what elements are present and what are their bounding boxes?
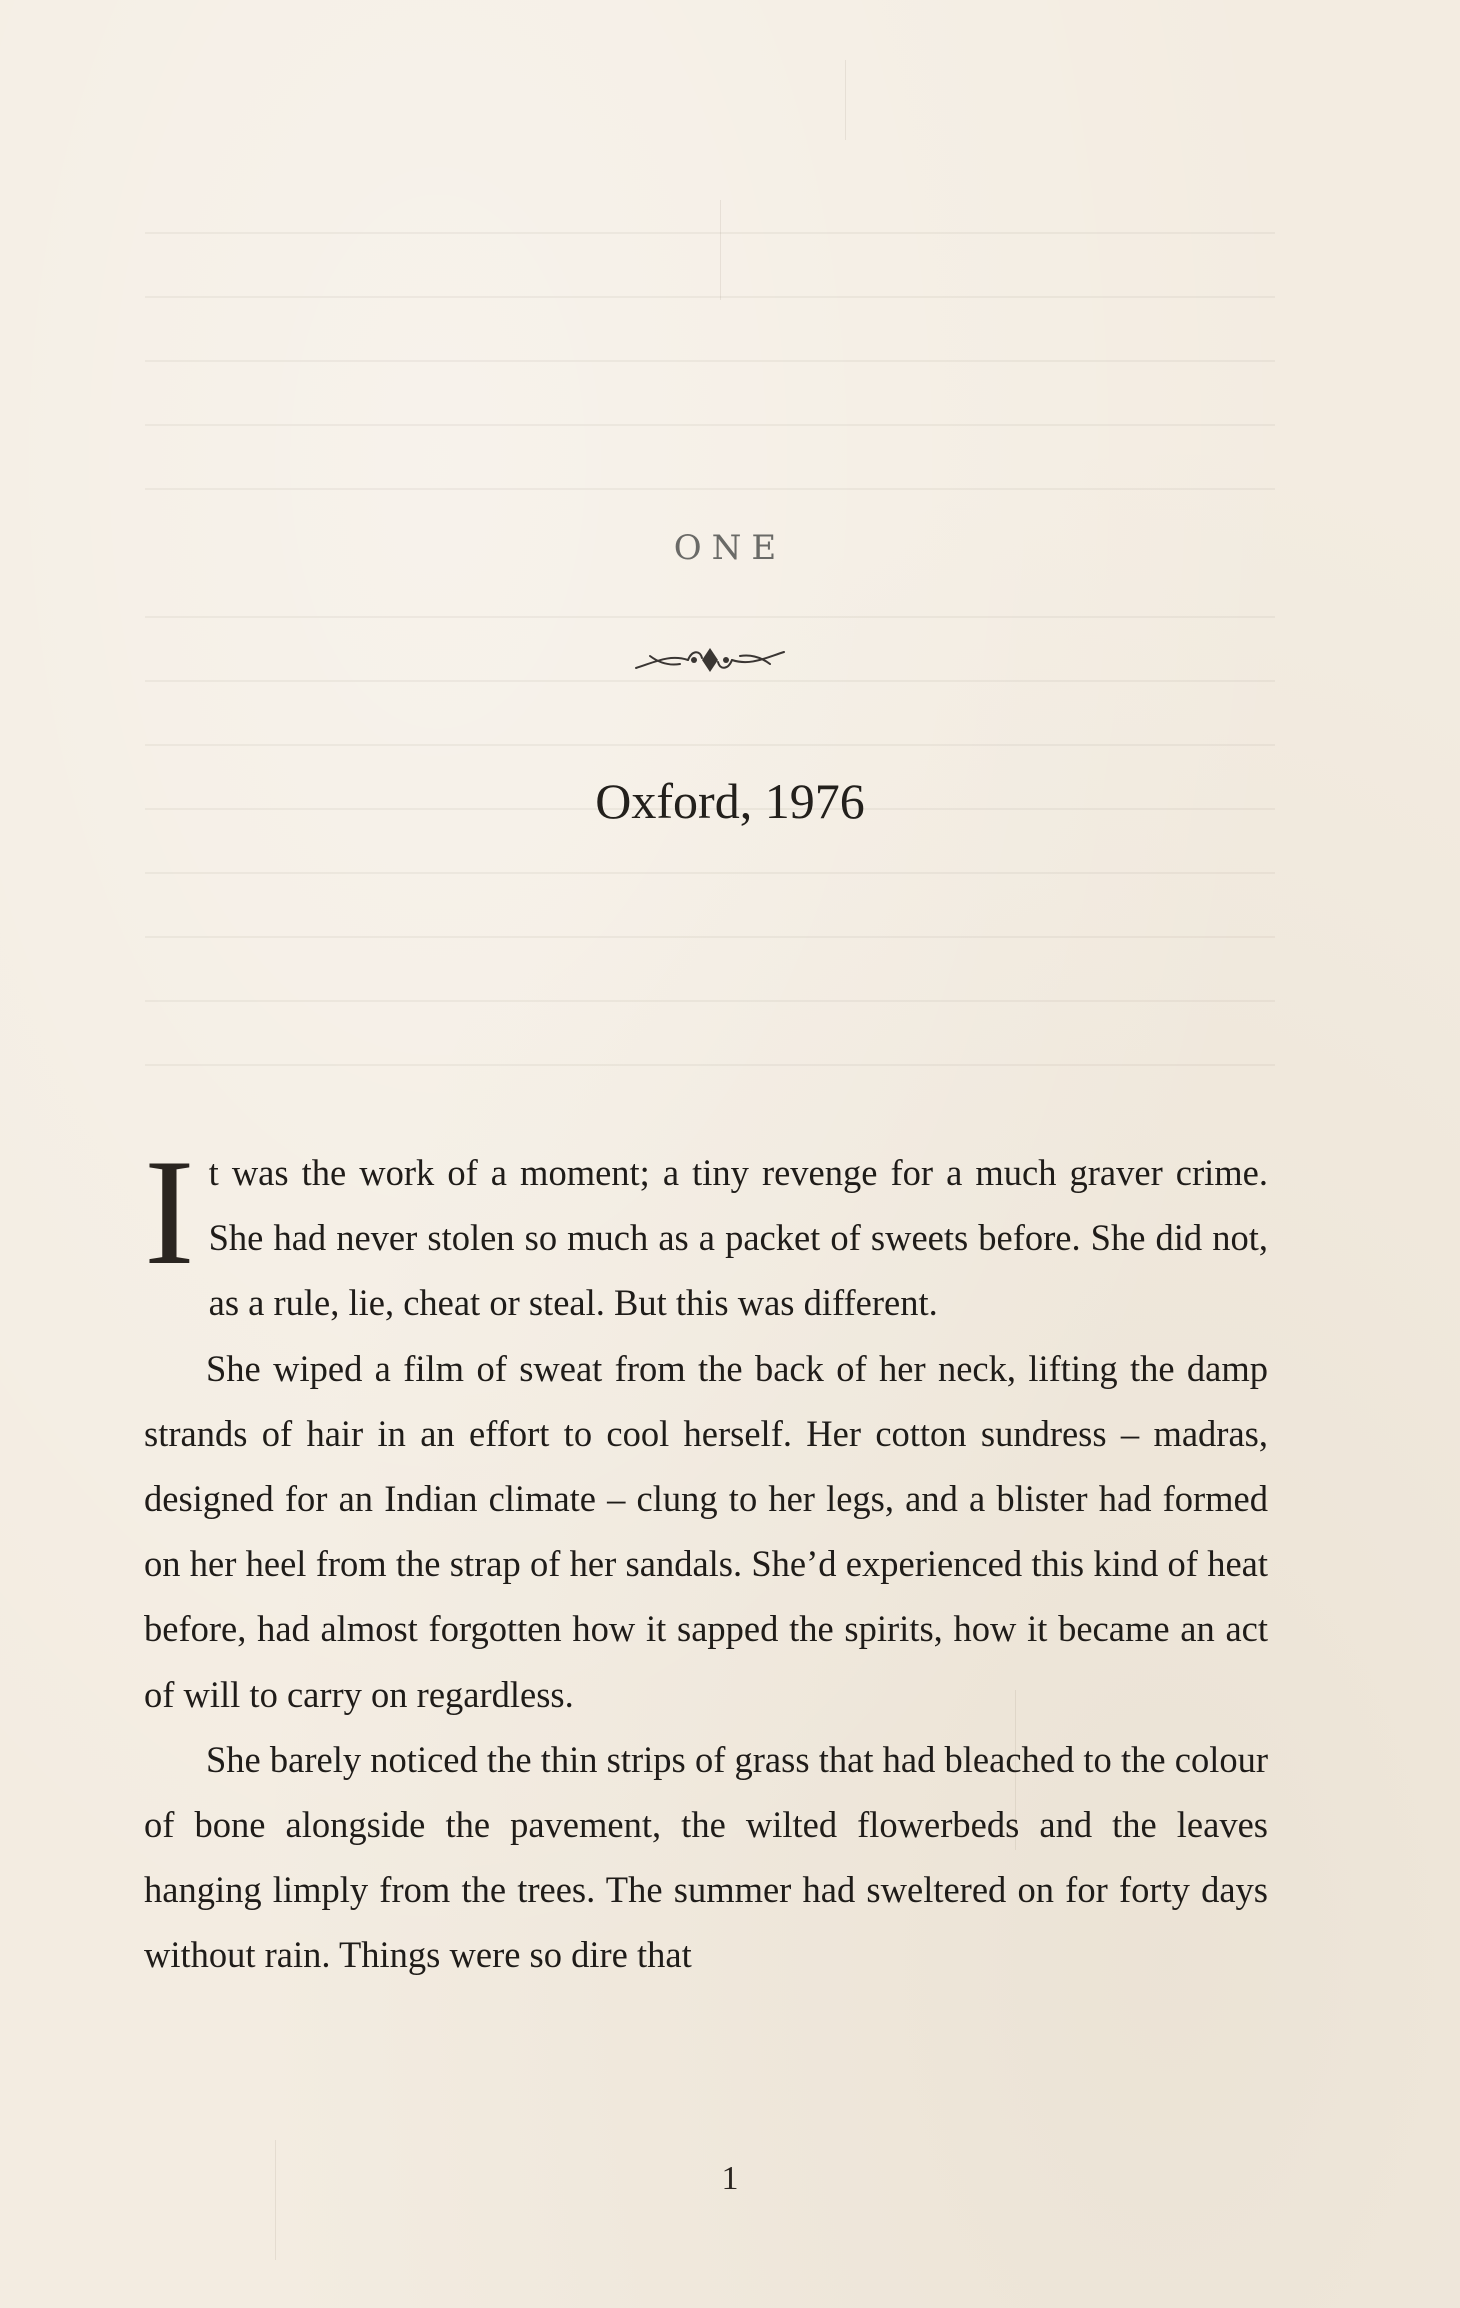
decorative-flourish-icon (630, 640, 790, 680)
show-through-line (145, 616, 1275, 618)
show-through-line (145, 680, 1275, 682)
paragraph: She barely noticed the thin strips of grass that had bleached to the colour of bone alongside the pavement, the wilted flowerbeds and the leaves hanging limply from the trees. The summer had sweltered on for forty days without rain. Things were so dire that (144, 1738, 1268, 1976)
chapter-body (144, 1128, 1268, 1988)
show-through-line (145, 488, 1275, 490)
show-through-line (145, 872, 1275, 874)
chapter-title: Oxford, 1976 (595, 773, 865, 829)
paper-crease (275, 2140, 276, 2260)
show-through-line (145, 936, 1275, 938)
chapter-number: ONE (673, 528, 787, 568)
show-through-line (145, 1064, 1275, 1066)
paragraph-text: t was the work of a moment; a tiny revenge for a much graver crime. She had never stolen so much as a packet of sweets before. She did not, as a rule, lie, cheat or steal. But this was different. (208, 1152, 1268, 1324)
show-through-line (145, 744, 1275, 746)
show-through-line (145, 1000, 1275, 1002)
page-number: 1 (721, 2160, 739, 2197)
paragraph (144, 1128, 1268, 1336)
show-through-line (145, 296, 1275, 298)
show-through-line (145, 424, 1275, 426)
paper-crease (845, 60, 846, 140)
paragraph: She wiped a film of sweat from the back of her neck, lifting the damp strands of hair in an effort to cool herself. Her cotton sundress – madras, designed for an Indian climate – clung to her legs, and a blister had formed on her heel from the strap of her sandals. She’d experienced this kind of heat before, had almost forgotten how it sapped the spirits, how it became an act of will to carry on regardless. (144, 1347, 1268, 1715)
show-through-line (145, 360, 1275, 362)
paper-crease (720, 200, 721, 300)
drop-cap: I (144, 1128, 195, 1296)
show-through-line (145, 232, 1275, 234)
